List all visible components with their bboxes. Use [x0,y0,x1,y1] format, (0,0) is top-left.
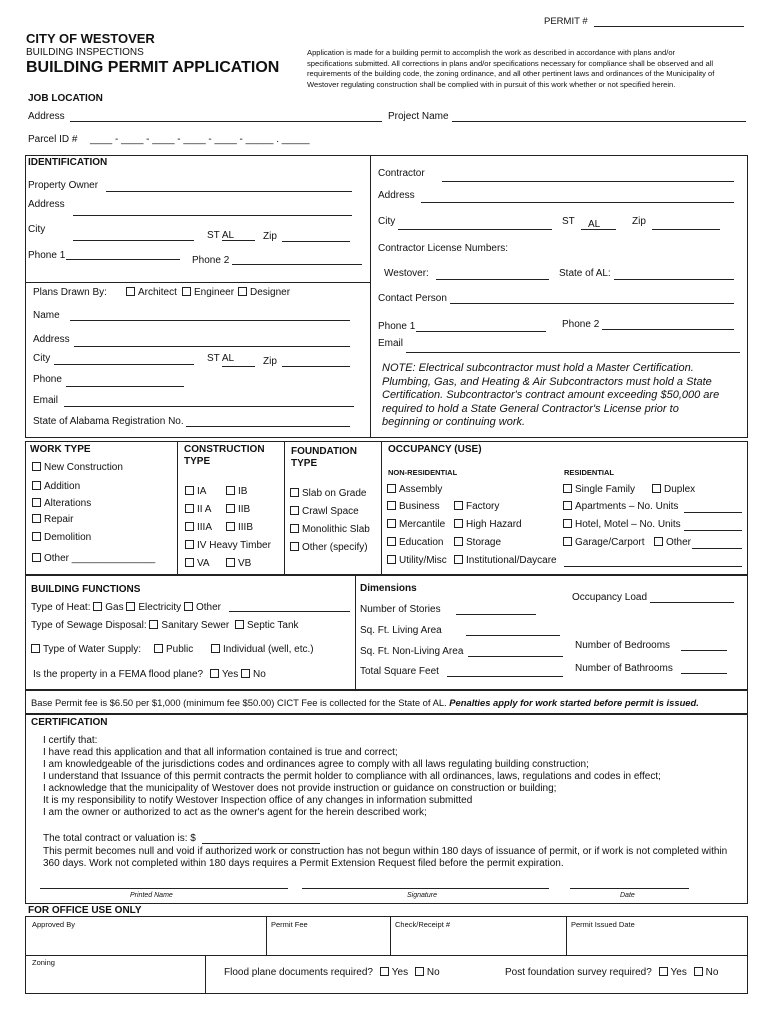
demolition-checkbox[interactable]: Demolition [32,532,91,543]
living-area-field[interactable] [466,635,560,636]
stories-label: Number of Stories [360,604,441,615]
hotel-checkbox[interactable]: Hotel, Motel – No. Units [563,519,681,530]
mercantile-checkbox[interactable]: Mercantile [387,519,445,530]
contractor-label: Contractor [378,168,425,179]
parcel-id-field[interactable]: ____ - ____ - ____ - ____ - ____ - _____ . _____ [90,134,310,145]
contractor-address-label: Address [378,190,415,201]
state-license-field[interactable] [614,279,734,280]
owner-address-label: Address [28,199,65,210]
type-iib-checkbox[interactable]: IIB [226,504,250,515]
designer-address-label: Address [33,334,70,345]
occupancy-heading: OCCUPANCY (USE) [388,444,482,455]
owner-phone1-field[interactable] [66,259,180,260]
owner-label: Property Owner [28,180,99,191]
license-numbers-label: Contractor License Numbers: [378,243,509,254]
job-address-field[interactable] [70,121,382,122]
owner-city-label: City [28,224,46,235]
project-name-field[interactable] [452,121,746,122]
fee-text: Base Permit fee is $6.50 per $1,000 (minimum fee $50.00) CICT Fee is collected for the State of AL. Penalties apply for work started before permit is issued. [31,697,699,708]
printed-name-field[interactable] [40,888,288,889]
designer-zip-label: Zip [263,356,277,367]
certification-heading: CERTIFICATION [31,717,108,728]
public-water-checkbox[interactable]: Public [154,644,193,655]
type-iiia-checkbox[interactable]: IIIA [185,522,212,533]
contact-person-label: Contact Person [378,293,447,304]
plans-drawn-label: Plans Drawn By: [33,287,107,298]
hotel-units-field[interactable] [684,530,742,531]
factory-checkbox[interactable]: Factory [454,501,499,512]
engineer-checkbox[interactable]: Engineer [182,287,234,298]
construction-type-heading: CONSTRUCTION TYPE [184,444,265,467]
registration-label: State of Alabama Registration No. [33,416,184,427]
contractor-city-label: City [378,216,396,227]
contractor-st-label: ST [562,216,575,227]
designer-name-label: Name [33,310,60,321]
fema-row: Is the property in a FEMA flood plane? Yes No [33,669,266,680]
type-va-checkbox[interactable]: VA [185,558,210,569]
signature-field[interactable] [302,888,549,889]
total-sqft-field[interactable] [447,676,563,677]
certification-statements: I certify that: I have read this application and that all information contained is true and correct; I am knowledgeable of the jurisdictions codes and ordinances agree to comply with all laws regulating building construction; I understand that Issuance of this permit contracts the permit holder to compliance with all ordinances, laws, regulations and codes in effect; I acknowledge that the municipality of Westover does not provide instruction or guidance on construction or building; It is my responsibility to notify Westover Inspection office of any changes in information submitted I am the owner or authorized to act as the owner's agent for the herein described work; [43,735,661,818]
designer-name-field[interactable] [70,320,350,321]
storage-checkbox[interactable]: Storage [454,537,501,548]
education-checkbox[interactable]: Education [387,537,443,548]
new-construction-checkbox[interactable]: New Construction [32,462,123,473]
contractor-email-field[interactable] [406,352,740,353]
type-vb-checkbox[interactable]: VB [226,558,251,569]
architect-checkbox[interactable]: Architect [126,287,177,298]
permit-number-label: PERMIT # [544,16,588,27]
monolithic-slab-checkbox[interactable]: Monolithic Slab [290,524,370,535]
office-use-heading: FOR OFFICE USE ONLY [28,905,142,916]
total-valuation-field[interactable] [202,843,320,844]
designer-city-field[interactable] [54,364,194,365]
page-title: BUILDING PERMIT APPLICATION [26,59,280,76]
type-ia-checkbox[interactable]: IA [185,486,206,497]
check-receipt-label: Check/Receipt # [395,920,451,929]
permit-fee-label: Permit Fee [271,920,308,929]
individual-water-checkbox[interactable]: Individual (well, etc.) [211,644,314,655]
type-iv-checkbox[interactable]: IV Heavy Timber [185,540,271,551]
contractor-zip-field[interactable] [652,229,720,230]
owner-phone1-label: Phone 1 [28,250,66,261]
designer-state-label: ST AL [207,353,235,364]
contractor-city-field[interactable] [398,229,552,230]
total-valuation-label: The total contract or valuation is: $ [43,833,196,844]
designer-zip-field[interactable] [282,366,350,367]
permit-issued-label: Permit Issued Date [571,920,635,929]
stories-field[interactable] [456,614,536,615]
residential-heading: RESIDENTIAL [564,468,615,477]
total-sqft-label: Total Square Feet [360,666,439,677]
designer-checkbox[interactable]: Designer [238,287,290,298]
state-license-label: State of AL: [559,268,611,279]
high-hazard-checkbox[interactable]: High Hazard [454,519,522,530]
contractor-email-label: Email [378,338,404,349]
non-residential-heading: NON-RESIDENTIAL [388,468,458,477]
survey-required-row: Post foundation survey required? Yes No [505,967,719,978]
slab-on-grade-checkbox[interactable]: Slab on Grade [290,488,367,499]
date-label: Date [620,892,635,899]
non-living-area-label: Sq. Ft. Non-Living Area [360,646,464,657]
dimensions-heading: Dimensions [360,583,417,594]
owner-phone2-label: Phone 2 [192,255,230,266]
contractor-phone2-label: Phone 2 [562,319,600,330]
job-address-label: Address [28,111,65,122]
bathrooms-label: Number of Bathrooms [575,663,673,674]
contractor-zip-label: Zip [632,216,646,227]
void-clause: This permit becomes null and void if authorized work or construction has not begun within 180 days of issuance of permit, or if work is not completed within 360 days. Work not completed within 180 days requires a Permit Extension Request filed before the permit expiration. [43,846,728,869]
contractor-field[interactable] [442,181,734,182]
contractor-address-field[interactable] [421,202,734,203]
crawl-space-checkbox[interactable]: Crawl Space [290,506,359,517]
type-iia-checkbox[interactable]: II A [185,504,211,515]
occupancy-load-label: Occupancy Load [572,592,648,603]
city-name: CITY OF WESTOVER [26,31,155,46]
occupancy-load-field[interactable] [650,602,734,603]
foundation-other-checkbox[interactable]: Other (specify) [290,542,368,553]
non-living-area-field[interactable] [468,656,563,657]
date-field[interactable] [570,888,689,889]
utility-checkbox[interactable]: Utility/Misc [387,555,447,566]
work-type-heading: WORK TYPE [30,444,91,455]
type-ib-checkbox[interactable]: IB [226,486,247,497]
signature-label: Signature [407,892,437,899]
parcel-id-label: Parcel ID # [28,134,78,145]
contractor-phone2-field[interactable] [602,329,734,330]
bedrooms-label: Number of Bedrooms [575,640,671,651]
repair-checkbox[interactable]: Repair [32,514,73,525]
approved-by-label: Approved By [32,920,75,929]
owner-zip-label: Zip [263,231,277,242]
contractor-phone1-field[interactable] [416,331,546,332]
westover-license-field[interactable] [436,279,549,280]
owner-zip-field[interactable] [282,241,350,242]
type-iiib-checkbox[interactable]: IIIB [226,522,253,533]
designer-email-label: Email [33,395,59,406]
single-family-checkbox[interactable]: Single Family [563,484,635,495]
garage-checkbox[interactable]: Garage/Carport [563,537,644,548]
designer-phone-label: Phone [33,374,62,385]
assembly-checkbox[interactable]: Assembly [387,484,442,495]
bedrooms-field[interactable] [681,650,727,651]
identification-heading: IDENTIFICATION [28,157,108,168]
intro-text: Application is made for a building permit to accomplish the work as described in accordance with plans and/or specifications submitted. All corrections in plans and/or specifications necessary for compliance shall be observed and all requirements of the building code, the zoning ordinance, and all other pertinent laws and ordinances of the Municipality of Westover regulating construction shall be complied with in pursuit of this work whether or not specified herein. [307,48,715,89]
apartments-units-field[interactable] [684,512,742,513]
apartments-checkbox[interactable]: Apartments – No. Units [563,501,678,512]
owner-phone2-field[interactable] [232,264,362,265]
designer-address-field[interactable] [74,346,350,347]
westover-license-label: Westover: [384,268,429,279]
designer-email-field[interactable] [64,406,354,407]
building-functions-heading: BUILDING FUNCTIONS [31,584,141,595]
department-name: BUILDING INSPECTIONS [26,47,144,58]
zoning-label: Zoning [32,958,55,967]
subcontractor-note: NOTE: Electrical subcontractor must hold a Master Certification. Plumbing, Gas, and Heating & Air Subcontractors must hold a State Certification. Subcontractor's contract amount exceeding $50,000 are required to hold a State General Contractor's License prior to beginning or continuing work. [382,362,720,428]
heat-type-row: Type of Heat: Gas Electricity Other [31,602,221,613]
owner-address-field[interactable] [73,215,352,216]
living-area-label: Sq. Ft. Living Area [360,625,442,636]
contact-person-field[interactable] [450,303,734,304]
owner-field[interactable] [106,191,352,192]
owner-city-field[interactable] [73,240,194,241]
sewage-row: Type of Sewage Disposal: Sanitary Sewer Septic Tank [31,620,299,631]
work-other-checkbox[interactable]: Other _______________ [32,553,155,564]
institutional-checkbox[interactable]: Institutional/Daycare [454,555,557,566]
duplex-checkbox[interactable]: Duplex [652,484,695,495]
permit-number-field[interactable] [594,26,744,27]
printed-name-label: Printed Name [130,892,173,899]
business-checkbox[interactable]: Business [387,501,440,512]
water-supply-row: Type of Water Supply: [31,644,141,655]
foundation-type-heading: FOUNDATION TYPE [291,446,357,469]
designer-phone-field[interactable] [66,386,184,387]
job-location-heading: JOB LOCATION [28,93,103,104]
addition-checkbox[interactable]: Addition [32,481,80,492]
bathrooms-field[interactable] [681,673,727,674]
contractor-al-label: AL [588,219,601,230]
flood-documents-row: Flood plane documents required? Yes No [224,967,440,978]
designer-city-label: City [33,353,51,364]
contractor-phone1-label: Phone 1 [378,321,416,332]
registration-field[interactable] [186,426,350,427]
residential-other-checkbox[interactable]: Other [654,537,691,548]
heat-other-field[interactable] [229,611,350,612]
owner-state-label: ST AL [207,230,235,241]
project-name-label: Project Name [388,111,449,122]
alterations-checkbox[interactable]: Alterations [32,498,91,509]
